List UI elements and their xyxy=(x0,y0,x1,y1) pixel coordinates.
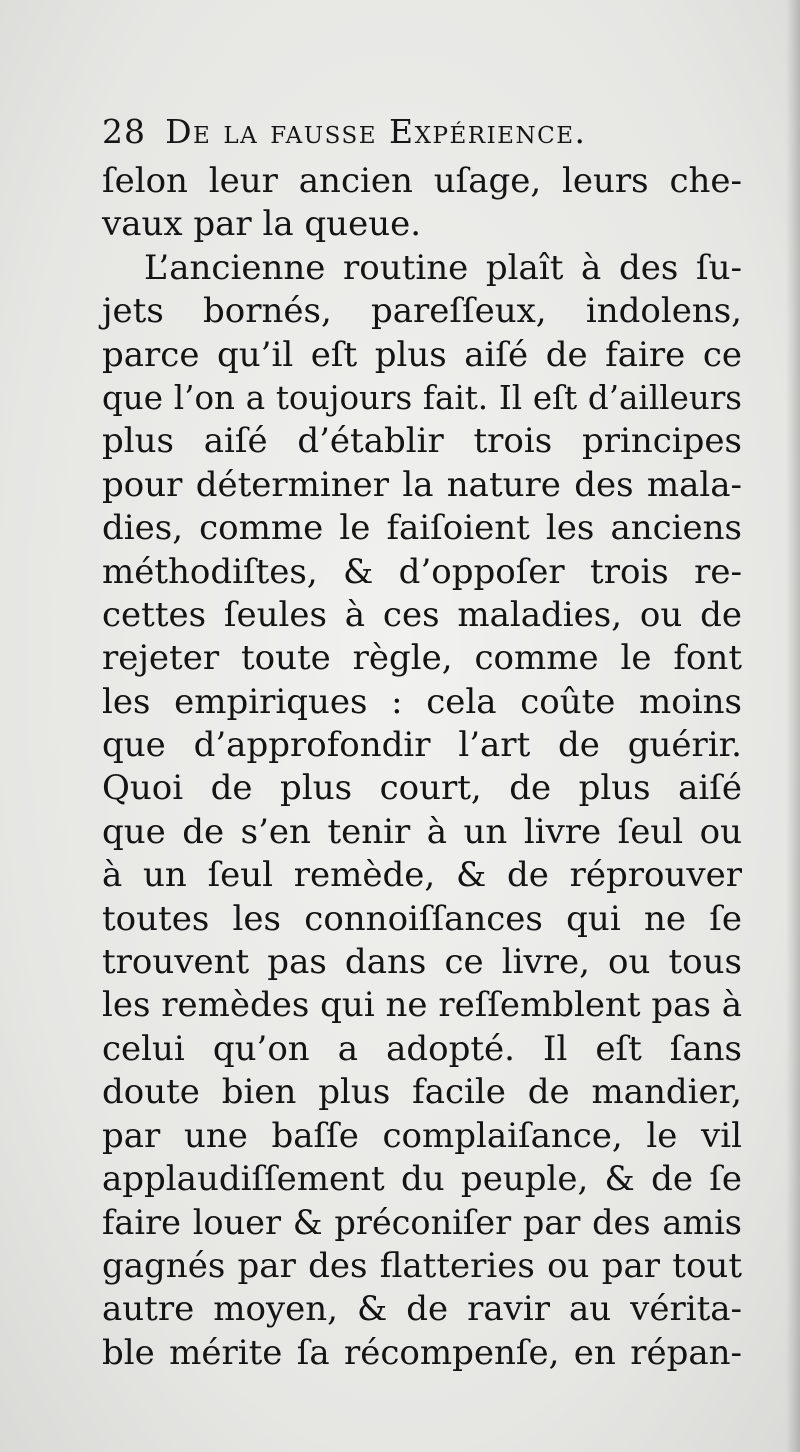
text-line: méthodiſtes, & d’oppoſer trois re- xyxy=(102,551,742,592)
text-line: à un ſeul remède, & de réprouver xyxy=(102,855,742,896)
text-line: parce qu’il eſt plus aiſé de faire ce xyxy=(102,334,742,375)
text-line: les empiriques : cela coûte moins xyxy=(102,681,742,722)
text-line: L’ancienne routine plaît à des ſu- xyxy=(144,247,742,288)
text-line: que d’approfondir l’art de guérir. xyxy=(102,725,742,766)
text-line: que l’on a toujours fait. Il eſt d’ailleurs xyxy=(102,378,742,417)
text-line: doute bien plus facile de mandier, xyxy=(102,1072,742,1113)
text-line: applaudiſſement du peuple, & de ſe xyxy=(102,1158,742,1199)
running-title: De la fausse Expérience. xyxy=(165,112,587,151)
page-header xyxy=(102,112,742,162)
text-line: ſelon leur ancien uſage, leurs che- xyxy=(102,161,742,201)
text-line: gagnés par des flatteries ou par tout xyxy=(102,1245,742,1286)
text-line: vaux par la queue. xyxy=(102,204,422,245)
page-number: 28 xyxy=(102,112,146,151)
text-line: rejeter toute règle, comme le font xyxy=(102,638,742,679)
text-line: jets bornés, pareſſeux, indolens, xyxy=(102,291,742,332)
text-line: autre moyen, & de ravir au vérita- xyxy=(102,1289,742,1330)
text-line: dies, comme le faiſoient les anciens xyxy=(102,508,742,549)
text-line: plus aiſé d’établir trois principes xyxy=(102,421,742,462)
text-line: faire louer & préconiſer par des amis xyxy=(102,1203,742,1243)
text-line: que de s’en tenir à un livre ſeul ou xyxy=(102,811,742,852)
text-line: toutes les connoiſſances qui ne ſe xyxy=(102,898,742,939)
page-edge-shadow xyxy=(786,0,800,1452)
text-line: les remèdes qui ne reſſemblent pas à xyxy=(102,985,742,1026)
text-line: cettes ſeules à ces maladies, ou de xyxy=(102,594,742,635)
text-line: Quoi de plus court, de plus aiſé xyxy=(102,768,742,809)
text-line: par une baſſe complaiſance, le vil xyxy=(102,1115,742,1156)
text-line: ble mérite ſa récompenſe, en répan- xyxy=(102,1332,742,1373)
body-text xyxy=(102,160,742,1375)
text-line: trouvent pas dans ce livre, ou tous xyxy=(102,942,742,983)
text-line: pour déterminer la nature des mala- xyxy=(102,464,742,505)
text-line: celui qu’on a adopté. Il eſt ſans xyxy=(102,1028,742,1069)
